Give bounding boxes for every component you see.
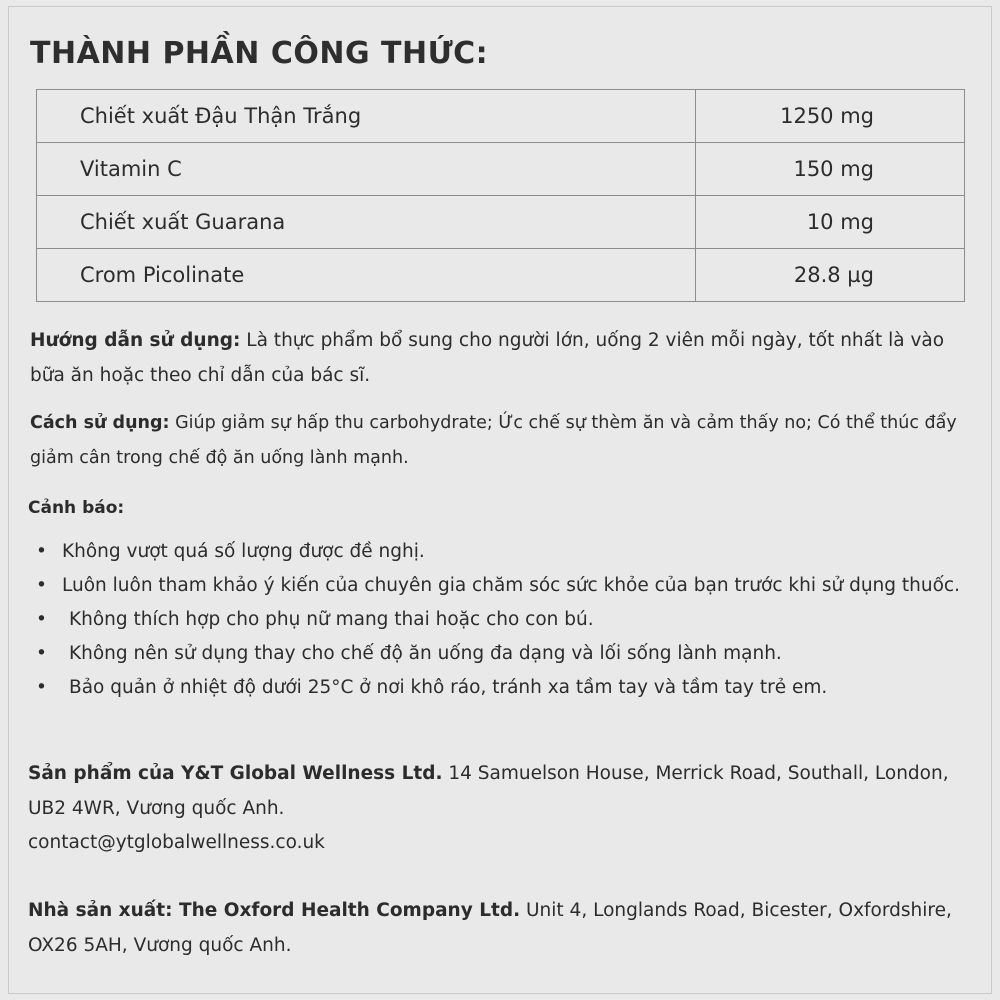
warnings-heading: Cảnh báo: bbox=[28, 498, 125, 518]
page-title: THÀNH PHẦN CÔNG THỨC: bbox=[30, 36, 489, 71]
warning-text: Luôn luôn tham khảo ý kiến của chuyên gia chăm sóc sức khỏe của bạn trước khi sử dụng thuốc. bbox=[62, 575, 960, 596]
list-item bbox=[32, 671, 972, 705]
ingredient-amount: 1250 mg bbox=[696, 90, 965, 143]
producer-label: Sản phẩm của Y&T Global Wellness Ltd. bbox=[28, 763, 443, 784]
contact-email[interactable]: contact@ytglobalwellness.co.uk bbox=[28, 832, 325, 853]
list-item bbox=[32, 569, 972, 603]
manufacturer-address: Unit 4, Longlands Road, Bicester, Oxfordshire, OX26 5AH, Vương quốc Anh. bbox=[28, 900, 952, 956]
list-item bbox=[32, 603, 972, 637]
ingredient-name: Chiết xuất Guarana bbox=[37, 196, 696, 249]
table-row bbox=[37, 196, 965, 249]
ingredient-name: Vitamin C bbox=[37, 143, 696, 196]
how-to-use-text: Giúp giảm sự hấp thu carbohydrate; Ức chế sự thèm ăn và cảm thấy no; Có thể thúc đẩy giảm cân trong chế độ ăn uống lành mạnh. bbox=[30, 413, 957, 468]
bullet-icon: • bbox=[36, 609, 47, 630]
bullet-icon: • bbox=[36, 677, 47, 698]
bullet-icon: • bbox=[36, 541, 47, 562]
producer-address: 14 Samuelson House, Merrick Road, Southall, London, UB2 4WR, Vương quốc Anh. bbox=[28, 763, 949, 819]
producer-paragraph bbox=[28, 756, 973, 826]
ingredients-table bbox=[36, 89, 965, 302]
warning-text: Không nên sử dụng thay cho chế độ ăn uống đa dạng và lối sống lành mạnh. bbox=[69, 643, 782, 664]
usage-guide-label: Hướng dẫn sử dụng: bbox=[30, 330, 241, 351]
usage-guide-text: Là thực phẩm bổ sung cho người lớn, uống 2 viên mỗi ngày, tốt nhất là vào bữa ăn hoặc theo chỉ dẫn của bác sĩ. bbox=[30, 330, 945, 386]
how-to-use-paragraph bbox=[30, 406, 975, 476]
ingredient-name: Crom Picolinate bbox=[37, 249, 696, 302]
warning-text: Không vượt quá số lượng được đề nghị. bbox=[62, 541, 425, 562]
warning-text: Không thích hợp cho phụ nữ mang thai hoặc cho con bú. bbox=[69, 609, 594, 630]
table-row bbox=[37, 143, 965, 196]
ingredient-amount: 28.8 µg bbox=[696, 249, 965, 302]
bullet-icon: • bbox=[36, 575, 47, 596]
table-row bbox=[37, 90, 965, 143]
list-item bbox=[32, 535, 972, 569]
warning-text: Bảo quản ở nhiệt độ dưới 25°C ở nơi khô ráo, tránh xa tầm tay và tầm tay trẻ em. bbox=[69, 677, 828, 698]
ingredient-name: Chiết xuất Đậu Thận Trắng bbox=[37, 90, 696, 143]
bullet-icon: • bbox=[36, 643, 47, 664]
manufacturer-label: Nhà sản xuất: The Oxford Health Company Ltd. bbox=[28, 900, 521, 921]
table-row bbox=[37, 249, 965, 302]
list-item bbox=[32, 637, 972, 671]
usage-guide-paragraph bbox=[30, 323, 975, 393]
warnings-list bbox=[32, 535, 972, 705]
ingredient-amount: 10 mg bbox=[696, 196, 965, 249]
how-to-use-label: Cách sử dụng: bbox=[30, 413, 170, 433]
ingredient-amount: 150 mg bbox=[696, 143, 965, 196]
manufacturer-paragraph bbox=[28, 893, 973, 963]
